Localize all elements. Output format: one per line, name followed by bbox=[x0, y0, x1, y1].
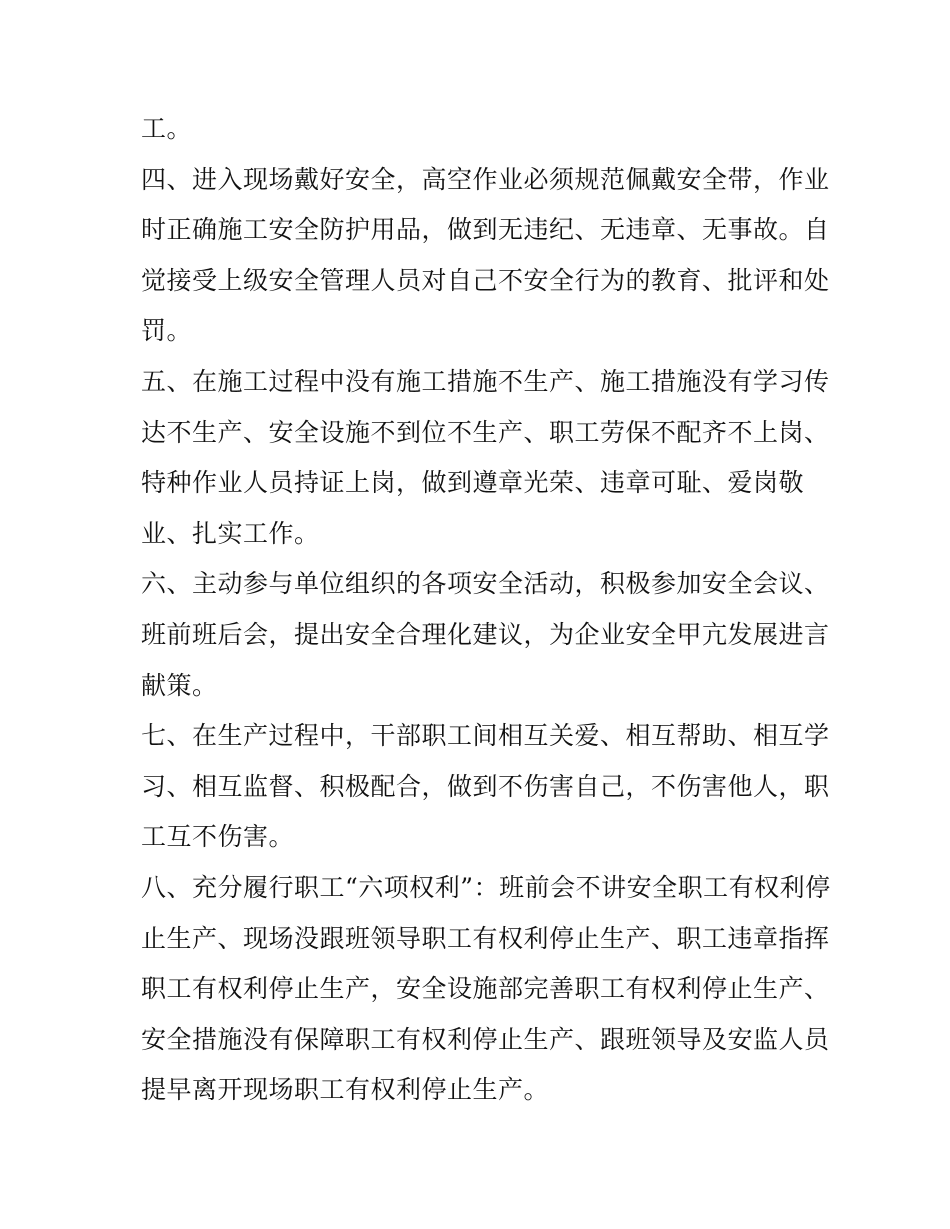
text-line: 六、主动参与单位组织的各项安全活动，积极参加安全会议、 bbox=[141, 569, 830, 599]
text-line: 提早离开现场职工有权利停止生产。 bbox=[141, 1075, 550, 1105]
text-line: 止生产、现场没跟班领导职工有权利停止生产、职工违章指挥 bbox=[141, 923, 830, 953]
text-line: 时正确施工安全防护用品，做到无违纪、无违章、无事故。自 bbox=[141, 215, 830, 245]
text-line: 工互不伤害。 bbox=[141, 822, 295, 852]
text-line: 五、在施工过程中没有施工措施不生产、施工措施没有学习传 bbox=[141, 366, 830, 396]
text-line: 特种作业人员持证上岗，做到遵章光荣、违章可耻、爱岗敬 bbox=[141, 468, 805, 498]
text-line: 习、相互监督、积极配合，做到不伤害自己，不伤害他人，职 bbox=[141, 771, 830, 801]
text-line: 班前班后会，提出安全合理化建议，为企业安全甲亢发展进言 bbox=[141, 619, 830, 649]
text-line: 觉接受上级安全管理人员对自己不安全行为的教育、批评和处 bbox=[141, 265, 830, 295]
document-body bbox=[141, 104, 831, 1116]
text-line: 达不生产、安全设施不到位不生产、职工劳保不配齐不上岗、 bbox=[141, 417, 830, 447]
text-line: 献策。 bbox=[141, 670, 218, 700]
text-line: 八、充分履行职工“六项权利”：班前会不讲安全职工有权利停 bbox=[141, 872, 831, 902]
text-line: 安全措施没有保障职工有权利停止生产、跟班领导及安监人员 bbox=[141, 1024, 830, 1054]
text-line: 四、进入现场戴好安全，高空作业必须规范佩戴安全带，作业 bbox=[141, 164, 830, 194]
text-line: 罚。 bbox=[141, 316, 193, 346]
text-line: 业、扎实工作。 bbox=[141, 518, 320, 548]
text-line: 工。 bbox=[141, 114, 193, 143]
text-line: 七、在生产过程中，干部职工间相互关爱、相互帮助、相互学 bbox=[141, 721, 830, 751]
text-line: 职工有权利停止生产，安全设施部完善职工有权利停止生产、 bbox=[141, 974, 830, 1004]
